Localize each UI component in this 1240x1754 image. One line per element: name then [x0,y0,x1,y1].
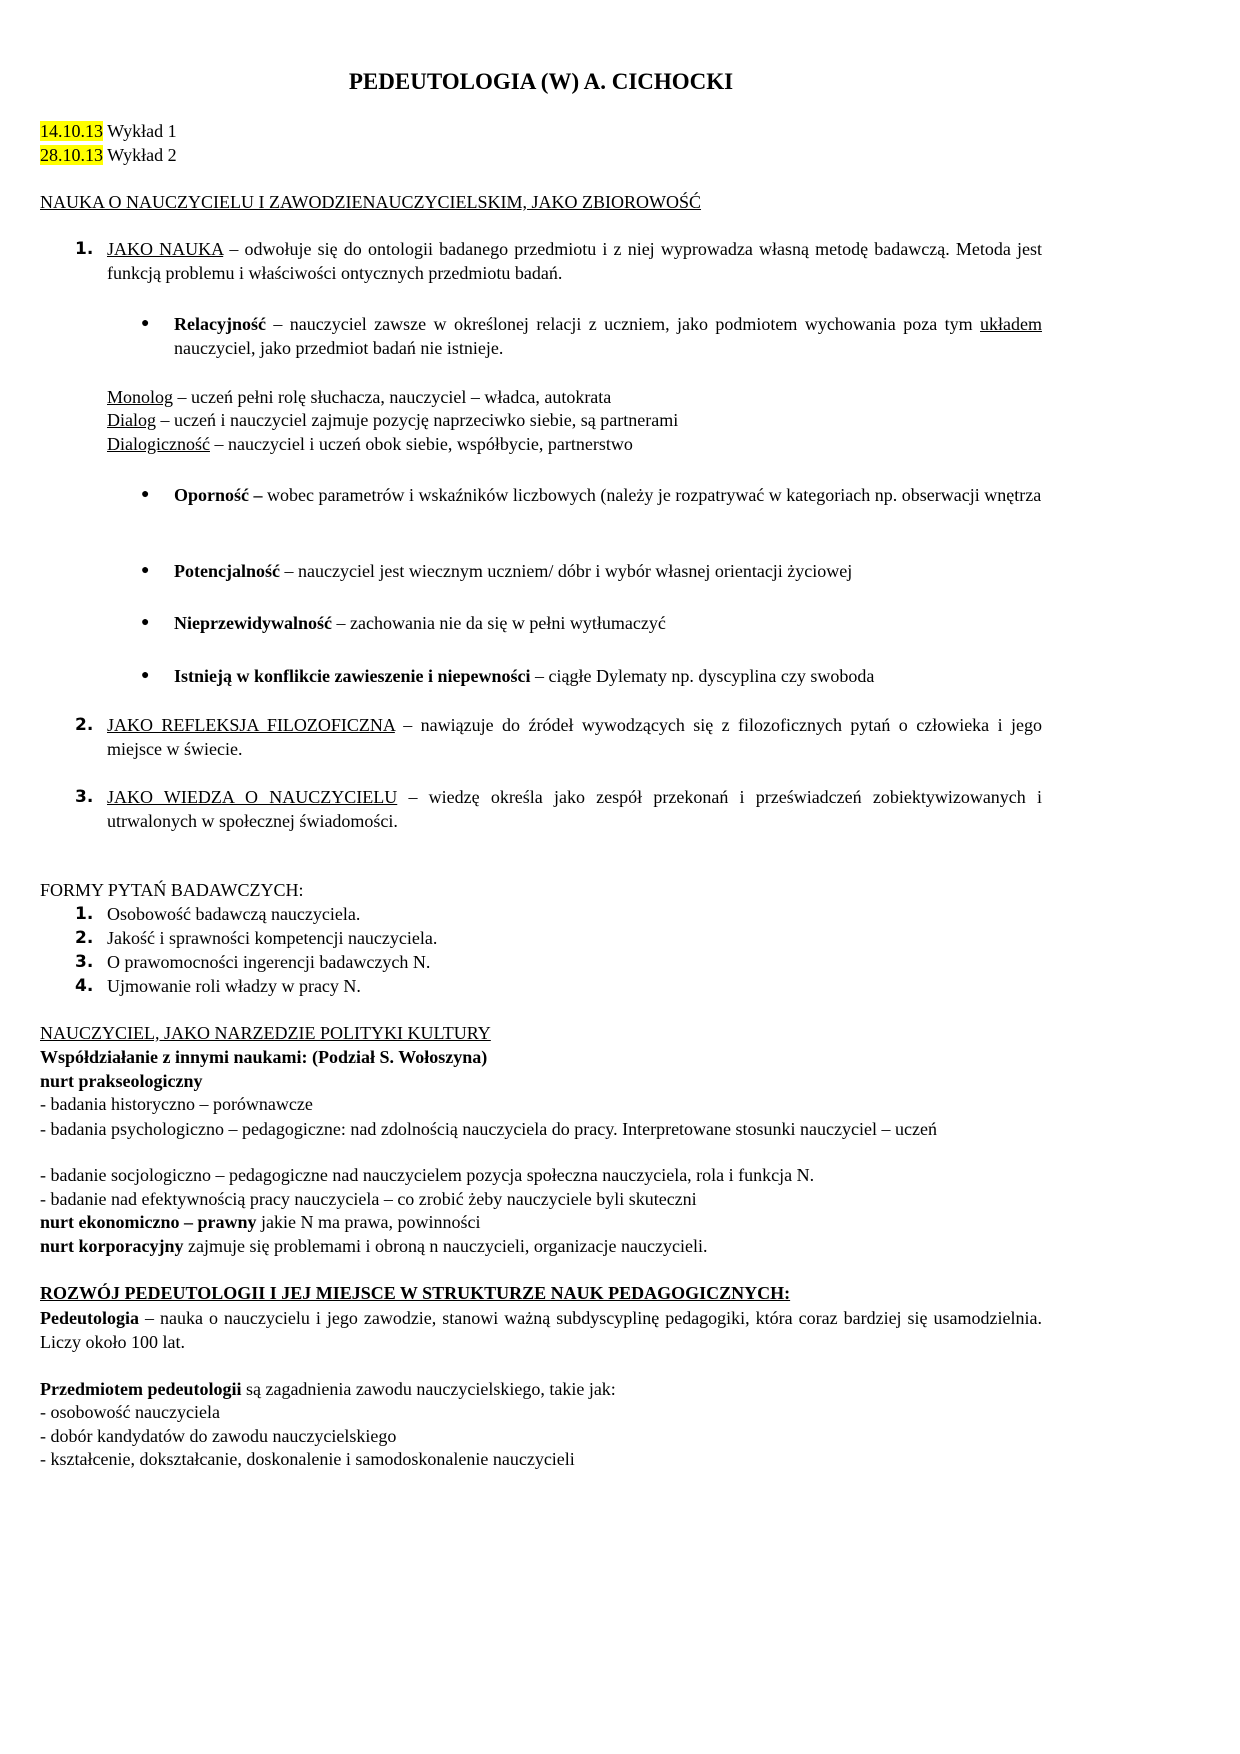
section-heading [40,1281,1042,1305]
paragraph [40,1377,1042,1401]
list-number: 2. [75,715,94,735]
date-line [40,119,1042,143]
paragraph [40,1306,1042,1354]
subheading [40,1045,1042,1069]
term: Oporność – [174,485,263,505]
list-item: Ujmowanie roli władzy w pracy N. [107,976,361,996]
list-number: 1. [75,904,94,924]
list-item: Osobowość badawczą nauczyciela. [107,904,361,924]
date-label: Wykład 2 [103,145,177,165]
text-line: - badania historyczno – porównawcze [40,1094,313,1114]
date-highlight: 14.10.13 [40,121,103,141]
definition-text: – uczeń pełni rolę słuchacza, nauczyciel – władca, autokrata [173,387,612,407]
bullet-icon: ● [141,615,150,630]
heading-text: ROZWÓJ PEDEUTOLOGII I JEJ MIEJSCE W STRUKTURZE NAUK PEDAGOGICZNYCH: [40,1283,791,1303]
bullet-icon: ● [141,563,150,578]
text-line: - badanie nad efektywnością pracy nauczyciela – co zrobić żeby nauczyciele byli skuteczni [40,1189,697,1209]
list-number: 4. [75,976,94,996]
term: Pedeutologia [40,1308,139,1328]
item-text: wobec parametrów i wskaźników liczbowych (należy je rozpatrywać w kategoriach np. obserwacji wnętrza [262,485,1042,505]
list-number: 2. [75,928,94,948]
text-line: - badanie socjologiczno – pedagogiczne nad nauczycielem pozycja społeczna nauczyciela, rola i funkcja N. [40,1165,815,1185]
item-text: – nauczyciel zawsze w określonej relacji z uczniem, jako podmiotem wychowania poza tym [265,314,981,334]
bullet-item [174,483,1042,507]
list-number: 3. [75,952,94,972]
item-text: nauczyciel, jako przedmiot badań nie istnieje. [174,338,504,358]
section-heading [40,1021,1042,1045]
term: nurt korporacyjny [40,1236,184,1256]
subheading [40,1069,1042,1093]
definition [107,385,1042,409]
list-item: O prawomocności ingerencji badawczych N. [107,952,431,972]
bullet-item [174,664,1042,688]
term: nurt ekonomiczno – prawny [40,1212,257,1232]
text-line [40,1210,1042,1234]
bullet-item [174,559,1042,583]
list-item [107,713,1042,761]
item-text: – wiedzę określa jako zespół przekonań i przeświadczeń zobiektywizowanych i utrwalonych w społecznej świadomości. [107,787,1042,831]
heading-text: NAUCZYCIEL, JAKO NARZEDZIE POLITYKI KULTURY [40,1023,491,1043]
term: Przedmiotem pedeutologii [40,1379,242,1399]
list-item [107,237,1042,285]
text-line: - osobowość nauczyciela [40,1402,220,1422]
date-highlight: 28.10.13 [40,145,103,165]
term: Potencjalność [174,561,280,581]
item-text: jakie N ma prawa, powinności [256,1212,481,1232]
text-line: - badania psychologiczno – pedagogiczne: nad zdolnością nauczyciela do pracy. Interpretowane stosunki nauczyciel – uczeń [40,1119,937,1139]
text-line: - dobór kandydatów do zawodu nauczycielskiego [40,1426,397,1446]
date-label: Wykład 1 [103,121,177,141]
definition-text: – uczeń i nauczyciel zajmuje pozycję naprzeciwko siebie, są partnerami [156,410,679,430]
section-heading: FORMY PYTAŃ BADAWCZYCH: [40,880,304,900]
term: JAKO REFLEKSJA FILOZOFICZNA [107,715,395,735]
document-title: PEDEUTOLOGIA (W) A. CICHOCKI [348,69,734,94]
term: Dialog [107,410,156,430]
list-item [107,785,1042,833]
subheading-text: nurt prakseologiczny [40,1071,203,1091]
term: Monolog [107,387,174,407]
bullet-icon: ● [141,668,150,683]
term: Istnieją w konflikcie zawieszenie i niepewności [174,666,531,686]
bullet-item [174,312,1042,360]
subheading-text: Współdziałanie z innymi naukami: (Podział S. Wołoszyna) [40,1047,488,1067]
item-text: – nawiązuje do źródeł wywodzących się z filozoficznych pytań o człowieka i jego miejsce w świecie. [107,715,1042,759]
list-item: Jakość i sprawności kompetencji nauczyciela. [107,928,438,948]
item-text: – zachowania nie da się w pełni wytłumaczyć [331,613,666,633]
term: JAKO NAUKA [107,239,224,259]
term: JAKO WIEDZA O NAUCZYCIELU [107,787,398,807]
text-line: - kształcenie, dokształcanie, doskonalenie i samodoskonalenie nauczycieli [40,1449,575,1469]
section-heading [40,190,1042,214]
bullet-icon: ● [141,487,150,502]
date-line [40,143,1042,167]
item-text: – ciągłe Dylematy np. dyscyplina czy swoboda [530,666,875,686]
bullet-icon: ● [141,316,150,331]
underlined-word: układem [980,314,1042,334]
list-number: 1. [75,239,94,259]
definition [107,432,1042,456]
heading-text: NAUKA O NAUCZYCIELU I ZAWODZIENAUCZYCIELSKIM, JAKO ZBIOROWOŚĆ [40,192,702,212]
item-text: zajmuje się problemami i obroną n nauczycieli, organizacje nauczycieli. [183,1236,708,1256]
definition [107,408,1042,432]
bullet-item [174,611,1042,635]
paragraph-text: – nauka o nauczycielu i jego zawodzie, stanowi ważną subdyscyplinę pedagogiki, która coraz bardziej się usamodzielnia. Liczy około 100 lat. [40,1308,1042,1352]
list-number: 3. [75,787,94,807]
definition-text: – nauczyciel i uczeń obok siebie, współbycie, partnerstwo [209,434,633,454]
term: Relacyjność [174,314,266,334]
term: Nieprzewidywalność [174,613,332,633]
item-text: – odwołuje się do ontologii badanego przedmiotu i z niej wyprowadza własną metodę badawczą. Metoda jest funkcją problemu i właściwości ontycznych przedmiotu badań. [107,239,1042,283]
item-text: – nauczyciel jest wiecznym uczniem/ dóbr i wybór własnej orientacji życiowej [279,561,853,581]
paragraph-text: są zagadnienia zawodu nauczycielskiego, takie jak: [241,1379,616,1399]
text-line [40,1234,1042,1258]
term: Dialogiczność [107,434,210,454]
